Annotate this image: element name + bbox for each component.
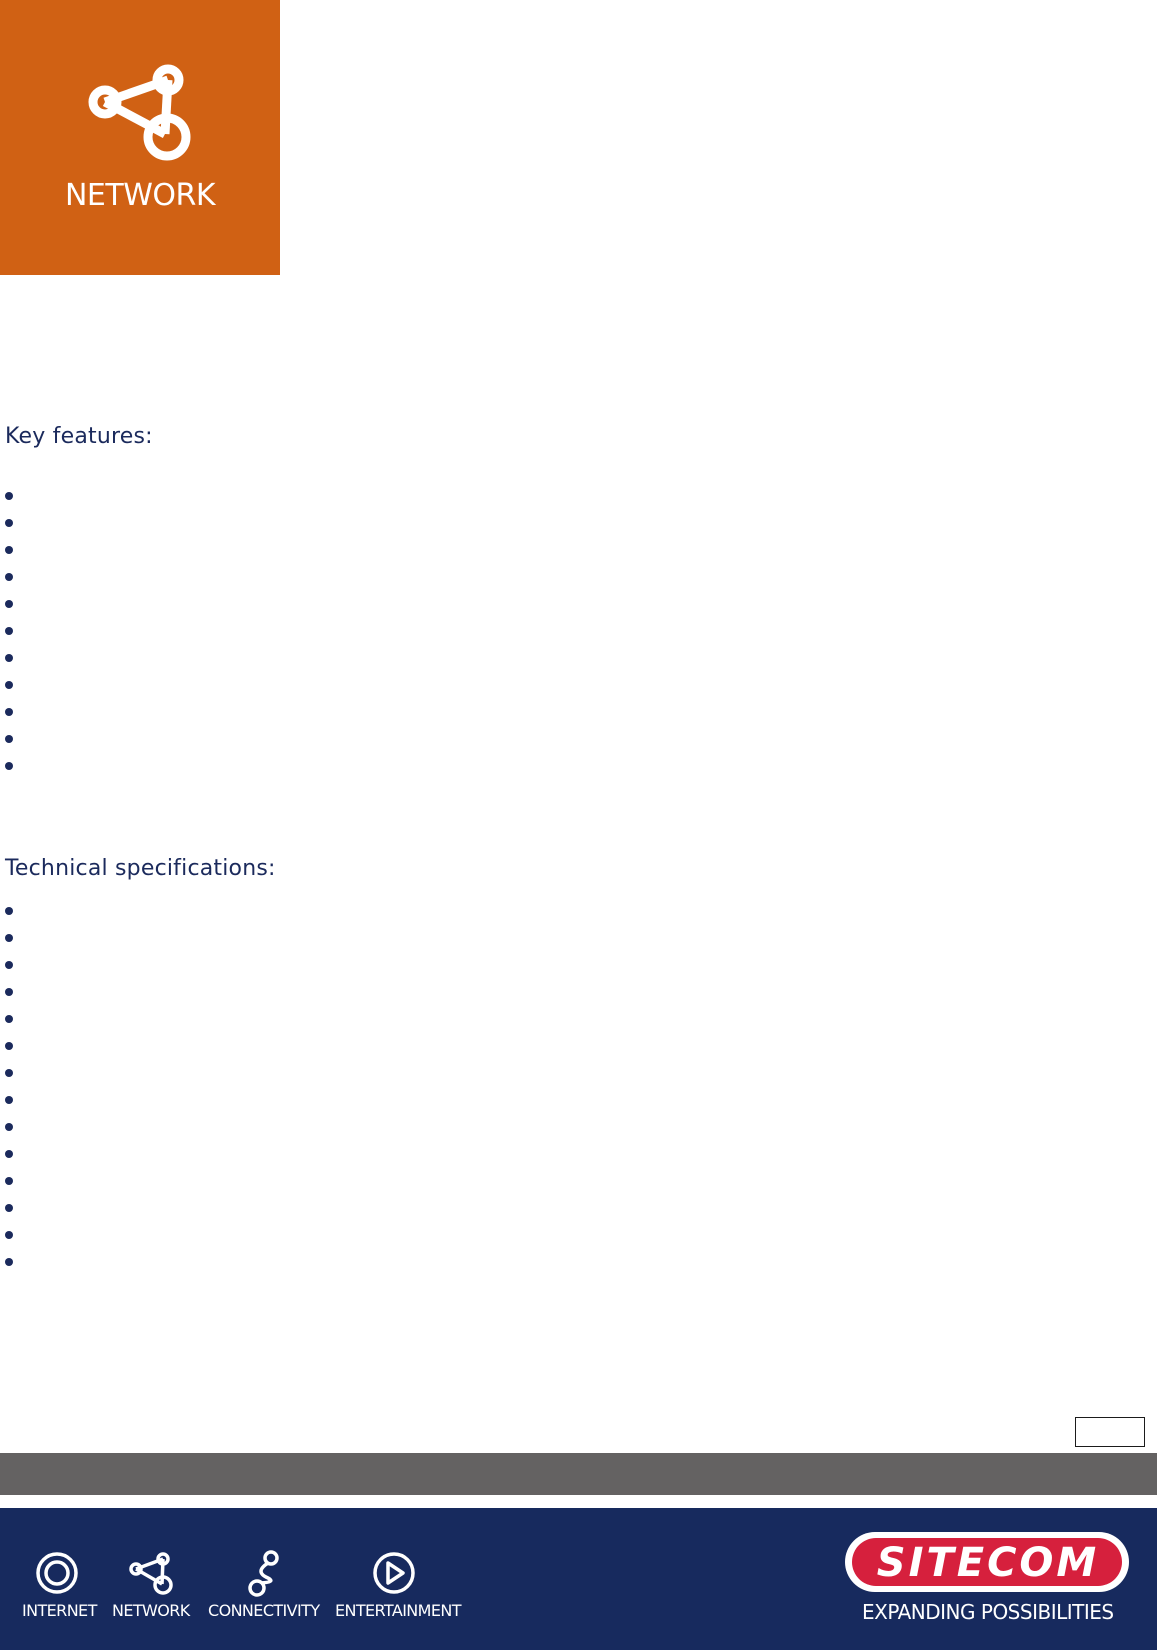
key-features-heading: Key features:: [5, 424, 153, 449]
connectivity-icon: [248, 1550, 282, 1598]
bullet-dot: [5, 681, 13, 689]
footer: [0, 1508, 1157, 1650]
entertainment-icon: [371, 1550, 417, 1596]
bullet-dot: [5, 988, 13, 996]
grey-divider-bar: [0, 1453, 1157, 1495]
bullet-dot: [5, 1069, 13, 1077]
footer-label-entertainment: ENTERTAINMENT: [335, 1601, 461, 1620]
footer-label-internet: INTERNET: [22, 1601, 97, 1620]
category-badge: [0, 0, 280, 275]
bullet-dot: [5, 600, 13, 608]
network-icon: [128, 1552, 176, 1596]
bullet-dot: [5, 961, 13, 969]
bullet-dot: [5, 627, 13, 635]
bullet-dot: [5, 907, 13, 915]
network-icon: [88, 64, 198, 164]
technical-specifications-heading: Technical specifications:: [5, 856, 276, 881]
bullet-dot: [5, 735, 13, 743]
sitecom-logo: [843, 1530, 1131, 1594]
bullet-dot: [5, 654, 13, 662]
tagline: EXPANDING POSSIBILITIES: [862, 1600, 1114, 1624]
category-label: NETWORK: [64, 178, 215, 213]
bullet-dot: [5, 708, 13, 716]
bullet-dot: [5, 546, 13, 554]
svg-text:SITECOM: SITECOM: [876, 1540, 1100, 1586]
bullet-dot: [5, 519, 13, 527]
internet-icon: [34, 1550, 80, 1596]
bullet-dot: [5, 1096, 13, 1104]
bullet-dot: [5, 492, 13, 500]
bullet-dot: [5, 934, 13, 942]
bullet-dot: [5, 1123, 13, 1131]
bullet-dot: [5, 1177, 13, 1185]
bullet-dot: [5, 1042, 13, 1050]
bullet-dot: [5, 1204, 13, 1212]
bullet-dot: [5, 1015, 13, 1023]
bullet-dot: [5, 1150, 13, 1158]
bullet-dot: [5, 762, 13, 770]
bullet-dot: [5, 1258, 13, 1266]
footer-label-network: NETWORK: [112, 1601, 190, 1620]
bullet-dot: [5, 1231, 13, 1239]
page-number-box: [1075, 1417, 1145, 1447]
bullet-dot: [5, 573, 13, 581]
footer-label-connectivity: CONNECTIVITY: [208, 1601, 320, 1620]
